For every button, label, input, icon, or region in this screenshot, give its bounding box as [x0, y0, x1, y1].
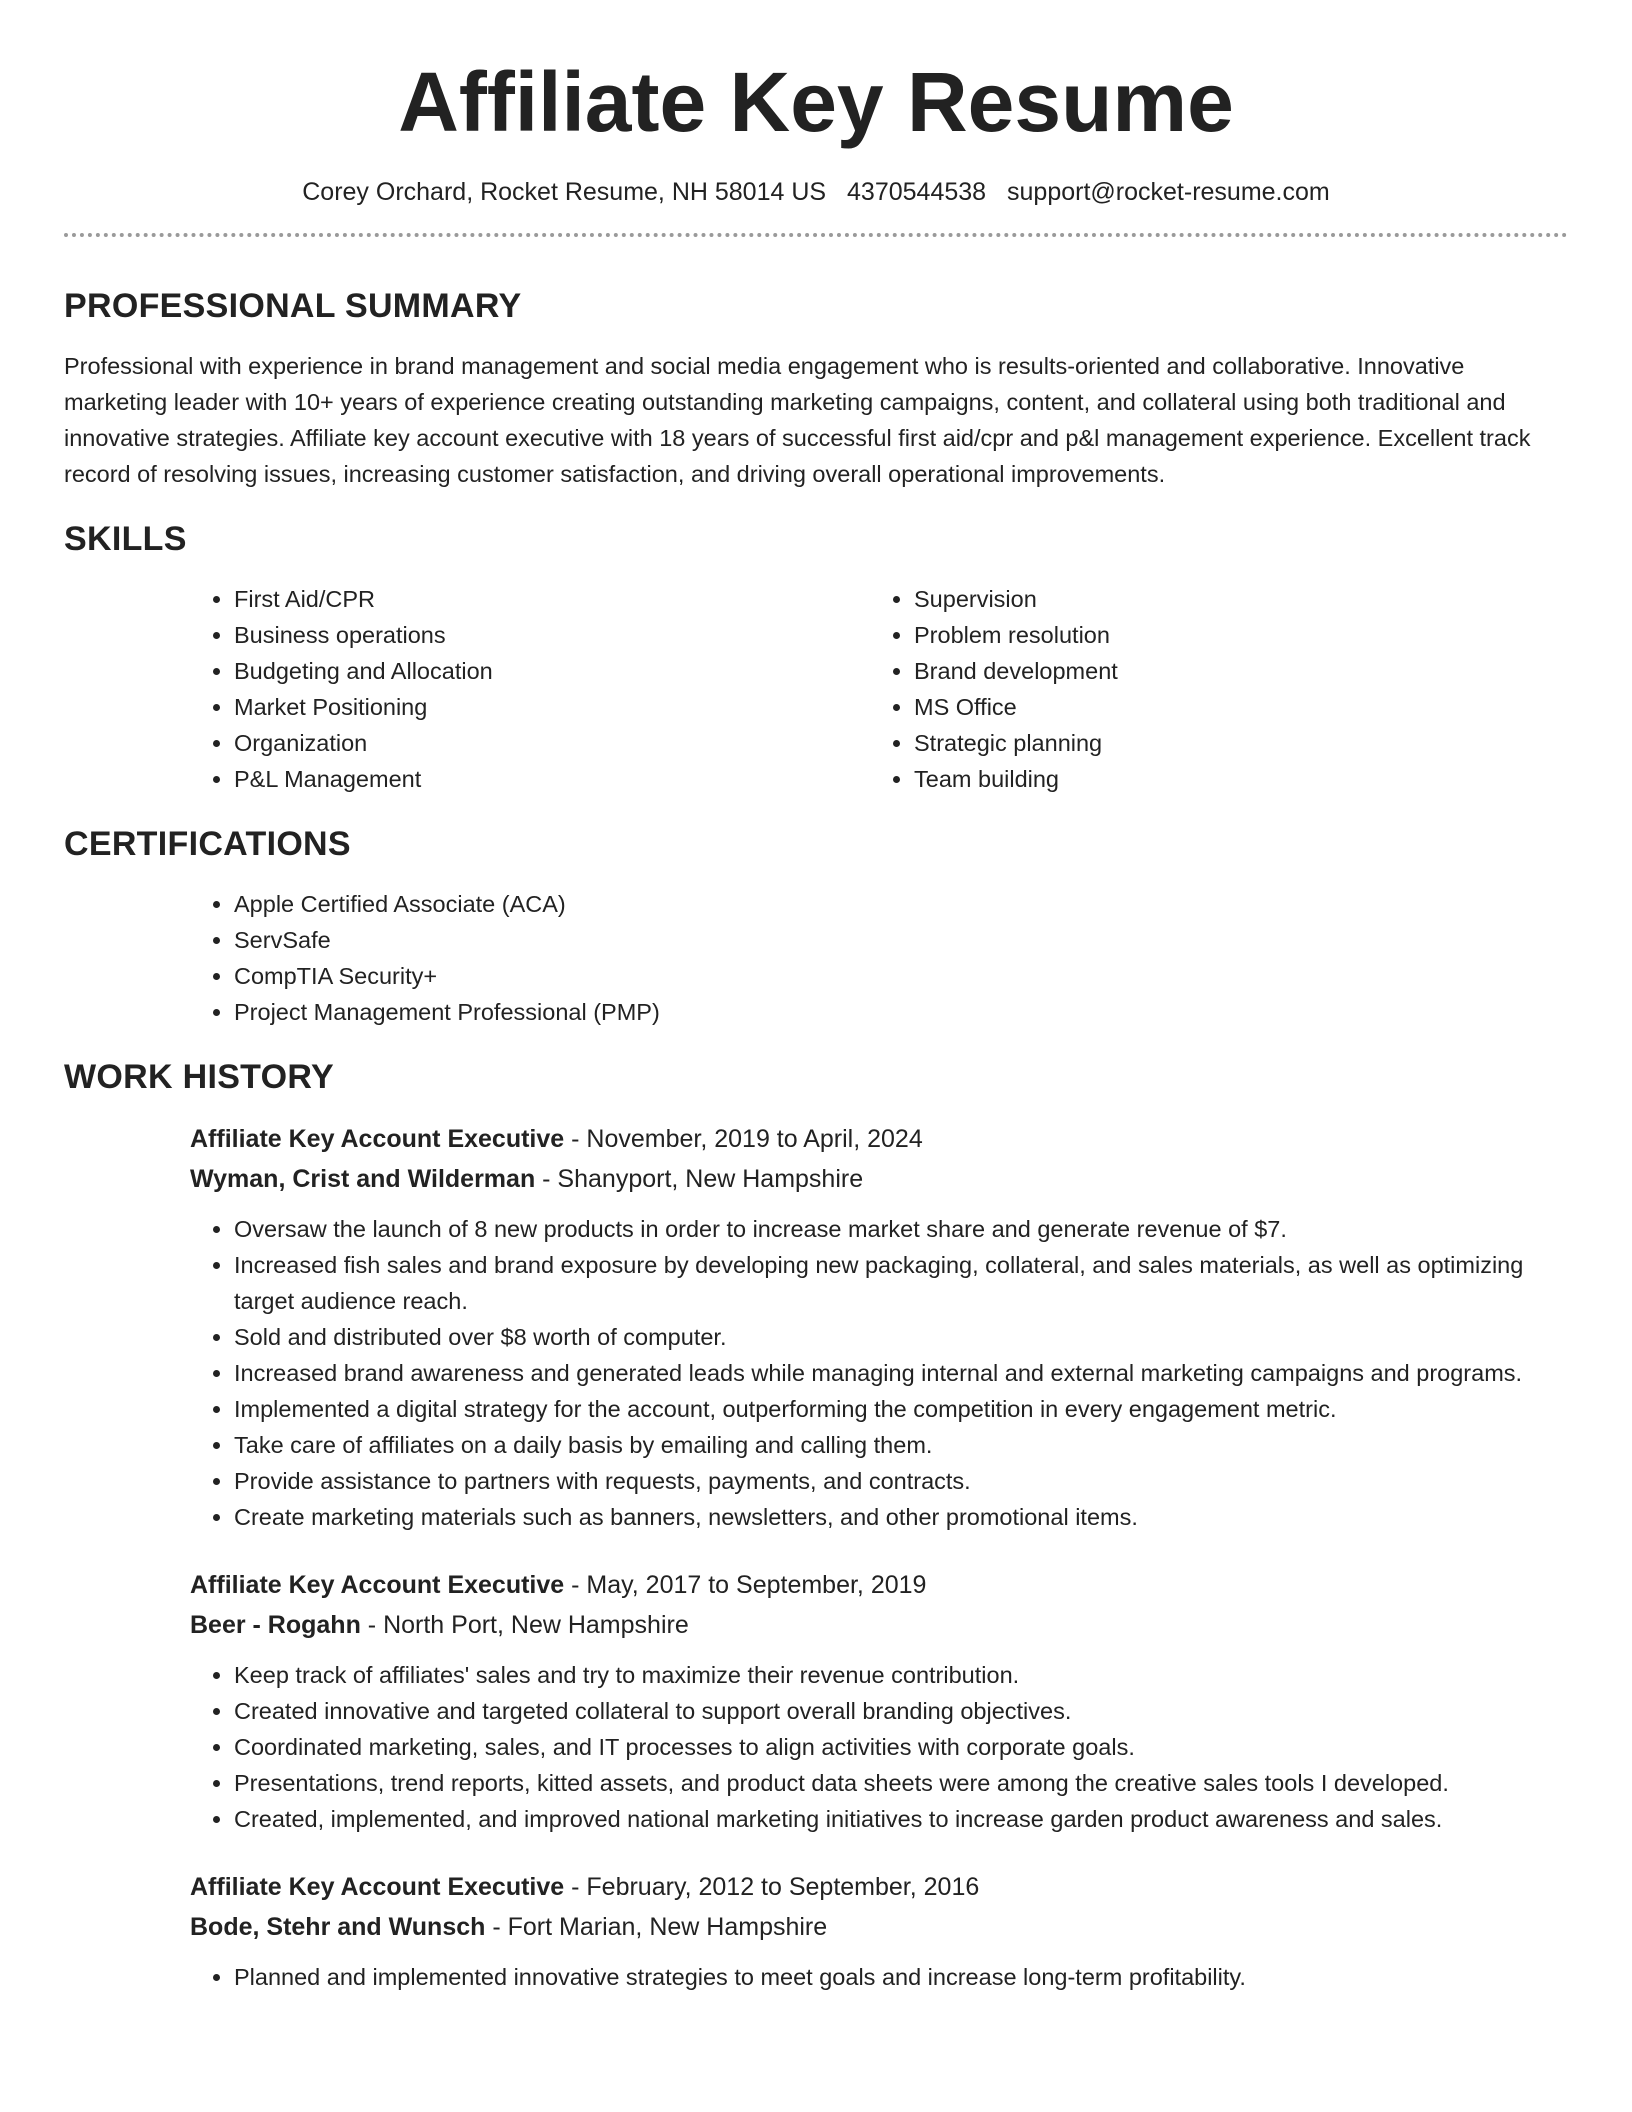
- skill-item: • Brand development: [914, 653, 1550, 689]
- skill-item: • Budgeting and Allocation: [234, 653, 870, 689]
- job-bullets: [190, 1959, 1568, 1995]
- skills-list-right: [870, 581, 1550, 797]
- skills-grid: [190, 581, 1568, 797]
- job-title-line: [190, 1119, 1568, 1159]
- job-dates: - February, 2012 to September, 2016: [564, 1873, 980, 1901]
- skills-heading: SKILLS: [64, 520, 187, 558]
- job-location: - North Port, New Hampshire: [360, 1611, 689, 1639]
- job-bullet: • Increased brand awareness and generated leads while managing internal and external marketing campaigns and programs.: [234, 1355, 1568, 1391]
- job-bullet: • Create marketing materials such as banners, newsletters, and other promotional items.: [234, 1499, 1568, 1535]
- job-bullets: [190, 1211, 1568, 1535]
- job-dates: - May, 2017 to September, 2019: [564, 1571, 927, 1599]
- job-company: Wyman, Crist and Wilderman: [190, 1165, 536, 1193]
- job-entry: [190, 1867, 1568, 1995]
- job-bullet: • Provide assistance to partners with requests, payments, and contracts.: [234, 1463, 1568, 1499]
- job-bullet: • Coordinated marketing, sales, and IT processes to align activities with corporate goals.: [234, 1729, 1568, 1765]
- certifications-section: [190, 886, 1568, 1030]
- job-title-line: [190, 1867, 1568, 1907]
- skills-column-left: [190, 581, 870, 797]
- certification-item: • Apple Certified Associate (ACA): [234, 886, 1568, 922]
- summary-text: Professional with experience in brand management and social media engagement who is results-oriented and collaborative. Innovative marketing leader with 10+ years of experience creating outstanding marketing campaigns, content, and collateral using both traditional and innovative strategies. Affiliate key account executive with 18 years of successful first aid/cpr and p&l management experience. Excellent track record of resolving issues, increasing customer satisfaction, and driving overall operational improvements.: [64, 353, 1531, 487]
- resume-title: Affiliate Key Resume: [398, 55, 1234, 149]
- summary-heading: PROFESSIONAL SUMMARY: [64, 287, 522, 325]
- skill-item: • P&L Management: [234, 761, 870, 797]
- job-bullet: • Take care of affiliates on a daily basis by emailing and calling them.: [234, 1427, 1568, 1463]
- job-company: Beer - Rogahn: [190, 1611, 361, 1639]
- job-company-line: [190, 1907, 1568, 1947]
- job-location: - Shanyport, New Hampshire: [535, 1165, 864, 1193]
- resume-page: [64, 0, 1568, 1995]
- job-bullet: • Oversaw the launch of 8 new products in order to increase market share and generate revenue of $7.: [234, 1211, 1568, 1247]
- certification-item: • ServSafe: [234, 922, 1568, 958]
- certifications-list: [190, 886, 1568, 1030]
- skill-item: • Supervision: [914, 581, 1550, 617]
- certification-item: • CompTIA Security+: [234, 958, 1568, 994]
- contact-line: [64, 178, 1568, 207]
- skill-item: • First Aid/CPR: [234, 581, 870, 617]
- skill-item: • Strategic planning: [914, 725, 1550, 761]
- certification-item: • Project Management Professional (PMP): [234, 994, 1568, 1030]
- job-bullet: • Increased fish sales and brand exposure by developing new packaging, collateral, and sales materials, as well as optimizing target audience reach.: [234, 1247, 1568, 1319]
- job-company: Bode, Stehr and Wunsch: [190, 1913, 486, 1941]
- job-title-line: [190, 1565, 1568, 1605]
- skill-item: • Problem resolution: [914, 617, 1550, 653]
- job-bullet: • Presentations, trend reports, kitted assets, and product data sheets were among the creative sales tools I developed.: [234, 1765, 1568, 1801]
- job-bullet: • Keep track of affiliates' sales and try to maximize their revenue contribution.: [234, 1657, 1568, 1693]
- skills-column-right: [870, 581, 1550, 797]
- job-title: Affiliate Key Account Executive: [190, 1873, 565, 1901]
- job-location: - Fort Marian, New Hampshire: [485, 1913, 828, 1941]
- job-dates: - November, 2019 to April, 2024: [564, 1125, 923, 1153]
- job-bullet: • Implemented a digital strategy for the account, outperforming the competition in every engagement metric.: [234, 1391, 1568, 1427]
- skill-item: • Organization: [234, 725, 870, 761]
- contact-address: Corey Orchard, Rocket Resume, NH 58014 US: [302, 178, 827, 206]
- job-entry: [190, 1119, 1568, 1535]
- job-bullet: • Planned and implemented innovative strategies to meet goals and increase long-term profitability.: [234, 1959, 1568, 1995]
- skill-item: • Market Positioning: [234, 689, 870, 725]
- job-company-line: [190, 1605, 1568, 1645]
- job-bullet: • Created, implemented, and improved national marketing initiatives to increase garden product awareness and sales.: [234, 1801, 1568, 1837]
- job-title: Affiliate Key Account Executive: [190, 1125, 565, 1153]
- skill-item: • MS Office: [914, 689, 1550, 725]
- job-company-line: [190, 1159, 1568, 1199]
- job-bullet: • Sold and distributed over $8 worth of computer.: [234, 1319, 1568, 1355]
- contact-email: support@rocket-resume.com: [1007, 178, 1330, 206]
- job-bullet: • Created innovative and targeted collateral to support overall branding objectives.: [234, 1693, 1568, 1729]
- header-divider: [64, 233, 1568, 237]
- contact-phone: 4370544538: [847, 178, 987, 206]
- skill-item: • Team building: [914, 761, 1550, 797]
- job-bullets: [190, 1657, 1568, 1837]
- skill-item: • Business operations: [234, 617, 870, 653]
- work-history-heading: WORK HISTORY: [64, 1058, 334, 1096]
- skills-list-left: [190, 581, 870, 797]
- job-title: Affiliate Key Account Executive: [190, 1571, 565, 1599]
- certifications-heading: CERTIFICATIONS: [64, 825, 351, 863]
- job-entry: [190, 1565, 1568, 1837]
